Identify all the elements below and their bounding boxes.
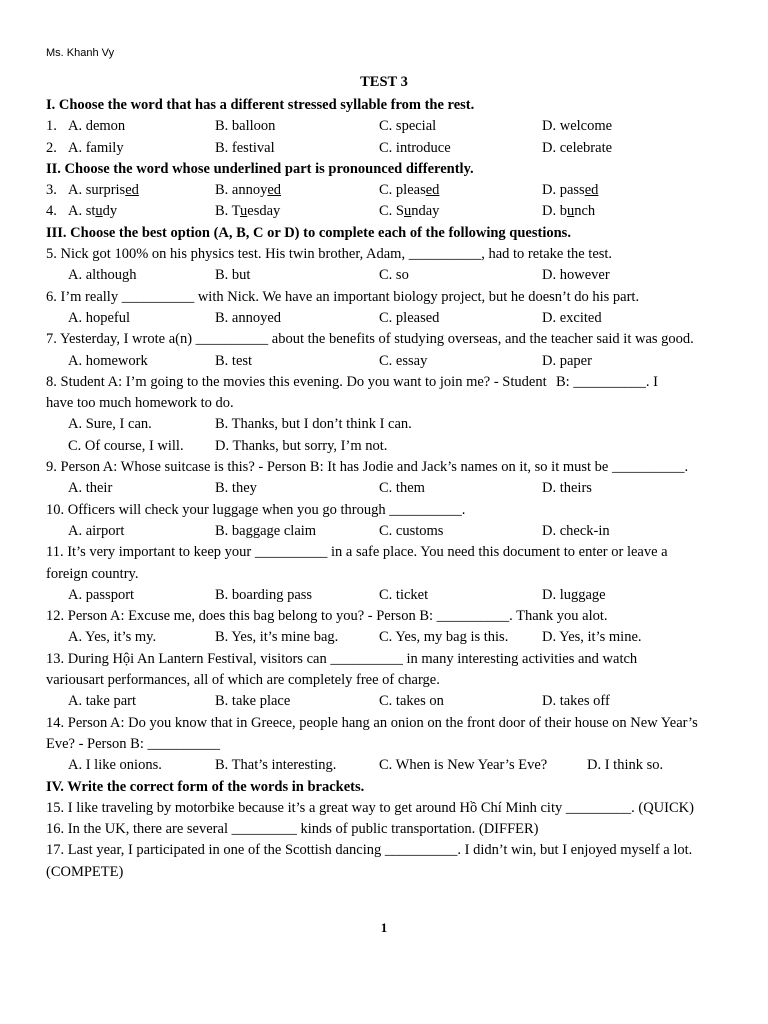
option-b: B. baggage claim	[215, 522, 317, 539]
option-d: D. excited	[542, 309, 602, 326]
option-a: A. study	[68, 203, 118, 220]
underlined-part: u	[240, 203, 248, 220]
question-7-options	[46, 351, 736, 372]
option-d: D. theirs	[542, 480, 592, 497]
underlined-part: ed	[425, 182, 440, 199]
question-4	[46, 201, 736, 222]
underlined-part: ed	[125, 182, 139, 199]
option-a: A. their	[68, 480, 113, 497]
question-11-stem-line2: foreign country.	[46, 565, 139, 582]
option-a: A. take part	[68, 693, 137, 710]
question-13-stem-line2: variousart performances, all of which are completely free of charge.	[46, 672, 440, 689]
question-11-stem-line1: 11. It’s very important to keep your __________ in a safe place. You need this document to enter or leave a	[46, 544, 668, 561]
question-8-options-row2	[46, 436, 736, 457]
option-d: D. luggage	[542, 586, 606, 603]
underlined-part: u	[95, 203, 103, 220]
question-8-stem-line2: have too much homework to do.	[46, 395, 234, 412]
option-d: D. takes off	[542, 693, 610, 710]
question-6-options	[46, 308, 736, 329]
option-b: B. annoyed	[215, 309, 282, 326]
option-a: A. airport	[68, 522, 125, 539]
option-d: D. Thanks, but sorry, I’m not.	[215, 437, 388, 454]
option-d: D. passed	[542, 182, 599, 199]
question-8-options-row1	[46, 414, 736, 435]
option-b: B. Tuesday	[215, 203, 281, 220]
option-d: D. however	[542, 267, 610, 284]
option-b: B. Yes, it’s mine bag.	[215, 629, 339, 646]
question-14-options	[46, 755, 736, 776]
option-c: C. pleased	[379, 309, 440, 326]
option-b: B. festival	[215, 139, 275, 156]
option-c: C. pleased	[379, 182, 440, 199]
section-2-heading: II. Choose the word whose underlined part is pronounced differently.	[46, 160, 474, 177]
underlined-part: u	[566, 203, 575, 220]
question-1	[46, 116, 736, 137]
option-b: B. take place	[215, 693, 291, 710]
question-14-stem-line1: 14. Person A: Do you know that in Greece, people hang an onion on the front door of their house on New Year’s	[46, 714, 698, 731]
underlined-part: u	[404, 203, 412, 220]
option-c: C. special	[379, 118, 437, 135]
option-b: B. test	[215, 352, 253, 369]
option-c: C. them	[379, 480, 425, 497]
option-a: A. hopeful	[68, 309, 131, 326]
question-5-options	[46, 265, 736, 286]
question-6-stem: 6. I’m really __________ with Nick. We have an important biology project, but he doesn’t do his part.	[46, 288, 640, 305]
option-d: D. bunch	[542, 203, 596, 220]
question-12-options	[46, 627, 736, 648]
question-5-stem: 5. Nick got 100% on his physics test. His twin brother, Adam, __________, had to retake the test.	[46, 246, 613, 263]
option-b: B. That’s interesting.	[215, 757, 337, 774]
option-d: D. Yes, it’s mine.	[542, 629, 642, 646]
question-17-stem-line1: 17. Last year, I participated in one of the Scottish dancing __________. I didn’t win, but I enjoyed myself a lot.	[46, 842, 693, 859]
section-4-heading: IV. Write the correct form of the words in brackets.	[46, 778, 365, 795]
option-a: A. although	[68, 267, 137, 284]
question-15-stem: 15. I like traveling by motorbike because it’s a great way to get around Hồ Chí Minh city _________. (QUICK)	[46, 799, 694, 816]
underlined-part: ed	[584, 182, 599, 199]
question-13-options	[46, 691, 736, 712]
option-d: D. celebrate	[542, 139, 613, 156]
option-b: B. Thanks, but I don’t think I can.	[215, 416, 412, 433]
section-3-heading: III. Choose the best option (A, B, C or D) to complete each of the following questions.	[46, 224, 571, 241]
question-number: 1.	[46, 118, 57, 135]
question-number: 4.	[46, 203, 57, 220]
option-b: B. annoyed	[215, 182, 282, 199]
option-a: A. I like onions.	[68, 757, 162, 774]
question-10-stem: 10. Officers will check your luggage when you go through __________.	[46, 501, 466, 518]
question-8-stem-line1	[46, 372, 736, 393]
question-7-stem: 7. Yesterday, I wrote a(n) __________ about the benefits of studying overseas, and the teacher said it was good.	[46, 331, 694, 348]
option-c: C. Yes, my bag is this.	[379, 629, 509, 646]
option-c: C. Of course, I will.	[68, 437, 184, 454]
question-9-options	[46, 478, 736, 499]
question-13-stem-line1: 13. During Hội An Lantern Festival, visitors can __________ in many interesting activities and watch	[46, 650, 638, 667]
option-c: C. Sunday	[379, 203, 440, 220]
question-number: 2.	[46, 139, 57, 156]
question-number: 3.	[46, 182, 57, 199]
question-11-options	[46, 585, 736, 606]
question-8-stem-part1: 8. Student A: I’m going to the movies this evening. Do you want to join me? - Student	[46, 373, 547, 390]
option-a: A. demon	[68, 118, 126, 135]
option-b: B. but	[215, 267, 251, 284]
question-16-stem: 16. In the UK, there are several _________ kinds of public transportation. (DIFFER)	[46, 821, 539, 838]
page-number: 1	[380, 920, 388, 935]
option-b: B. they	[215, 480, 257, 497]
section-1-heading: I. Choose the word that has a different stressed syllable from the rest.	[46, 97, 475, 113]
option-c: C. ticket	[379, 586, 429, 603]
underlined-part: ed	[267, 182, 282, 199]
question-8-stem-part2: B: __________. I	[556, 373, 658, 390]
option-a: A. Yes, it’s my.	[68, 629, 157, 646]
question-17-stem-line2: (COMPETE)	[46, 863, 124, 880]
option-d: D. check-in	[542, 522, 610, 539]
test-title: TEST 3	[360, 74, 408, 90]
option-c: C. so	[379, 267, 409, 284]
option-d: D. paper	[542, 352, 592, 369]
option-c: C. introduce	[379, 139, 451, 156]
option-c: C. When is New Year’s Eve?	[379, 757, 548, 774]
option-b: B. boarding pass	[215, 586, 313, 603]
question-14-stem-line2: Eve? - Person B: __________	[46, 735, 220, 752]
question-2	[46, 138, 736, 159]
option-a: A. passport	[68, 586, 135, 603]
question-3	[46, 180, 736, 201]
option-a: A. Sure, I can.	[68, 416, 152, 433]
option-c: C. essay	[379, 352, 428, 369]
option-a: A. homework	[68, 352, 148, 369]
option-c: C. takes on	[379, 693, 444, 710]
question-10-options	[46, 521, 736, 542]
author-header: Ms. Khanh Vy	[46, 47, 115, 59]
option-c: C. customs	[379, 522, 444, 539]
question-9-stem: 9. Person A: Whose suitcase is this? - Person B: It has Jodie and Jack’s names on it, so it must be __________.	[46, 459, 689, 476]
question-12-stem: 12. Person A: Excuse me, does this bag belong to you? - Person B: __________. Thank you alot.	[46, 608, 608, 625]
test-content	[46, 95, 736, 883]
option-a: A. surprised	[68, 182, 139, 199]
option-d: D. welcome	[542, 118, 613, 135]
option-d: D. I think so.	[587, 757, 664, 774]
option-b: B. balloon	[215, 118, 276, 135]
option-a: A. family	[68, 139, 124, 156]
